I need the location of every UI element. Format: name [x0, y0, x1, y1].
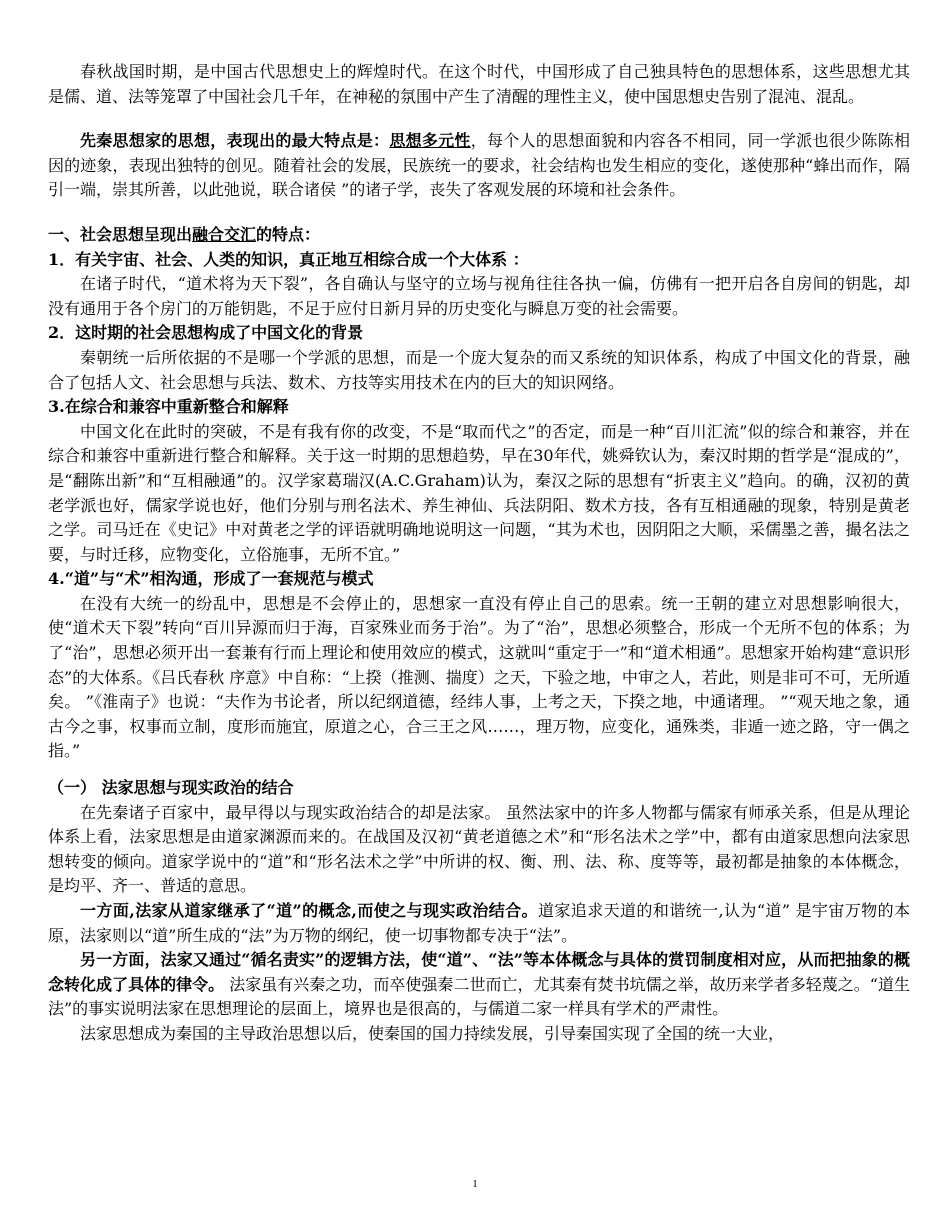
- feature-paragraph: [48, 129, 910, 203]
- paragraph-zhuzi: 在诸子时代，“道术将为天下裂”，各自确认与坚守的立场与视角往往各执一偏，仿佛有一把开启各自房间的钥匙，却没有通用于各个房门的万能钥匙，不足于应付日新月异的历史变化与瞬息万变的社会需要。: [48, 274, 910, 318]
- subheading-4: 4.“道”与“术”相沟通，形成了一套规范与模式: [48, 569, 374, 589]
- intro-paragraph: 春秋战国时期，是中国古代思想史上的辉煌时代。在这个时代，中国形成了自己独具特色的思想体系，这些思想尤其是儒、道、法等笼罩了中国社会几千年，在神秘的氛围中产生了清醒的理性主义，使中国思想史告别了混沌、混乱。: [48, 62, 910, 106]
- section-heading-1-keyword: 融合交汇: [192, 224, 257, 244]
- feature-lead: 先秦思想家的思想，表现出的最大特点是：: [80, 131, 390, 151]
- one-hand-bold: 一方面,法家从道家继承了“道”的概念,而使之与现实政治结合。: [80, 901, 538, 920]
- paragraph-other-hand: [48, 948, 910, 1022]
- subheading-3: 3.在综合和兼容中重新整合和解释: [48, 397, 289, 417]
- other-hand-rest: 法家虽有兴秦之功，而卒使强秦二世而亡，尤其秦有焚书坑儒之举，故历来学者多轻蔑之。“道生法”的事实说明法家在思想理论的层面上，境界也是很高的，与儒道二家一样具有学术的严肃性。: [48, 974, 910, 1019]
- section-heading-1: [48, 223, 910, 248]
- paragraph-qin-background: 秦朝统一后所依据的不是哪一个学派的思想，而是一个庞大复杂的而又系统的知识体系，构成了中国文化的背景，融合了包括人文、社会思想与兵法、数术、方技等实用技术在内的巨大的知识网络。: [48, 347, 910, 392]
- paragraph-one-hand: [48, 899, 910, 948]
- feature-rest: ，每个人的思想面貌和内容各不相同，同一学派也很少陈陈相因的迹象，表现出独特的创见。随着社会的发展，民族统一的要求，社会结构也发生相应的变化，遂使那种“蜂出而作，隔引一端，崇其所善，以此弛说，联合诸侯 ”的诸子学，丧失了客观发展的环境和社会条件。: [48, 131, 910, 200]
- paragraph-synthesis: 中国文化在此时的突破，不是有我有你的改变，不是“取而代之”的否定，而是一种“百川汇流”似的综合和兼容，并在综合和兼容中重新进行整合和解释。关于这一时期的思想趋势，早在30年代，姚舜钦认为，秦汉时期的哲学是“混成的”，是“翻陈出新”和“互相融通”的。汉学家葛瑞汉(A.C.Graham)认为，秦汉之际的思想有“折衷主义”趋向。的确，汉初的黄老学派也好，儒家学说也好，他们分别与刑名法术、养生神仙、兵法阴阳、数术方技，各有互相通融的现象，特别是黄老之学。司马迁在《史记》中对黄老之学的评语就明确地说明这一问题，“其为术也，因阴阳之大顺，采儒墨之善，撮名法之要，与时迁移，应物变化，立俗施事，无所不宜。”: [48, 421, 910, 564]
- page-number: 1: [472, 1178, 478, 1190]
- section-heading-1-post: 的特点：: [256, 224, 321, 244]
- paragraph-qin-state: 法家思想成为秦国的主导政治思想以后，使秦国的国力持续发展，引导秦国实现了全国的统一大业，: [80, 1023, 785, 1043]
- section-heading-2: （一） 法家思想与现实政治的结合: [48, 778, 294, 798]
- subheading-2: 2．这时期的社会思想构成了中国文化的背景: [48, 323, 364, 343]
- paragraph-dao-shu: 在没有大统一的纷乱中，思想是不会停止的，思想家一直没有停止自己的思索。统一王朝的建立对思想影响很大，使“道术天下裂”转向“百川异源而归于海，百家殊业而务于治”。为了“治”，思想必须整合，形成一个无所不包的体系；为了“治”，思想必须开出一套兼有行而上理论和使用效应的模式，这就叫“重定于一”和“道术相通”。思想家开始构建“意识形态”的大体系。《吕氏春秋 序意》中自称：“上揆（推测、揣度）之天，下验之地，中审之人，若此，则是非可不可，无所遁矣。 ”《淮南子》也说：“夫作为书论者，所以纪纲道德，经纬人事，上考之天，下揆之地，中通诸理。 ”“观天地之象，通古今之事，权事而立制，度形而施宜，原道之心，合三王之风……，理万物，应变化，通殊类，非遁一迹之路，守一偶之指。”: [48, 593, 910, 761]
- document-page: [48, 60, 910, 1047]
- subheading-1: 1．有关宇宙、社会、人类的知识，真正地互相综合成一个大体系 ：: [48, 249, 529, 269]
- one-hand-rest: 道家追求天道的和谐统一,认为“道” 是宇宙万物的本原，法家则以“道”所生成的“法”为万物的纲纪，使一切事物都专决于“法”。: [48, 901, 910, 945]
- other-hand-bold: 另一方面，法家又通过“循名责实”的逻辑方法，使“道”、“法”等本体概念与具体的赏罚制度相对应，从而把抽象的概念转化成了具体的律令。: [48, 950, 910, 994]
- feature-keyword: 思想多元性: [389, 131, 471, 151]
- paragraph-legalism: 在先秦诸子百家中，最早得以与现实政治结合的却是法家。 虽然法家中的许多人物都与儒家有师承关系，但是从理论体系上看，法家思想是由道家渊源而来的。在战国及汉初“黄老道德之术”和“形名法术之学”中，都有由道家思想向法家思想转变的倾向。道家学说中的“道”和“形名法术之学”中所讲的权、衡、刑、法、称、度等等，最初都是抽象的本体概念，是均平、齐一、普适的意思。: [48, 802, 910, 896]
- section-heading-1-pre: 一、社会思想呈现出: [48, 224, 193, 244]
